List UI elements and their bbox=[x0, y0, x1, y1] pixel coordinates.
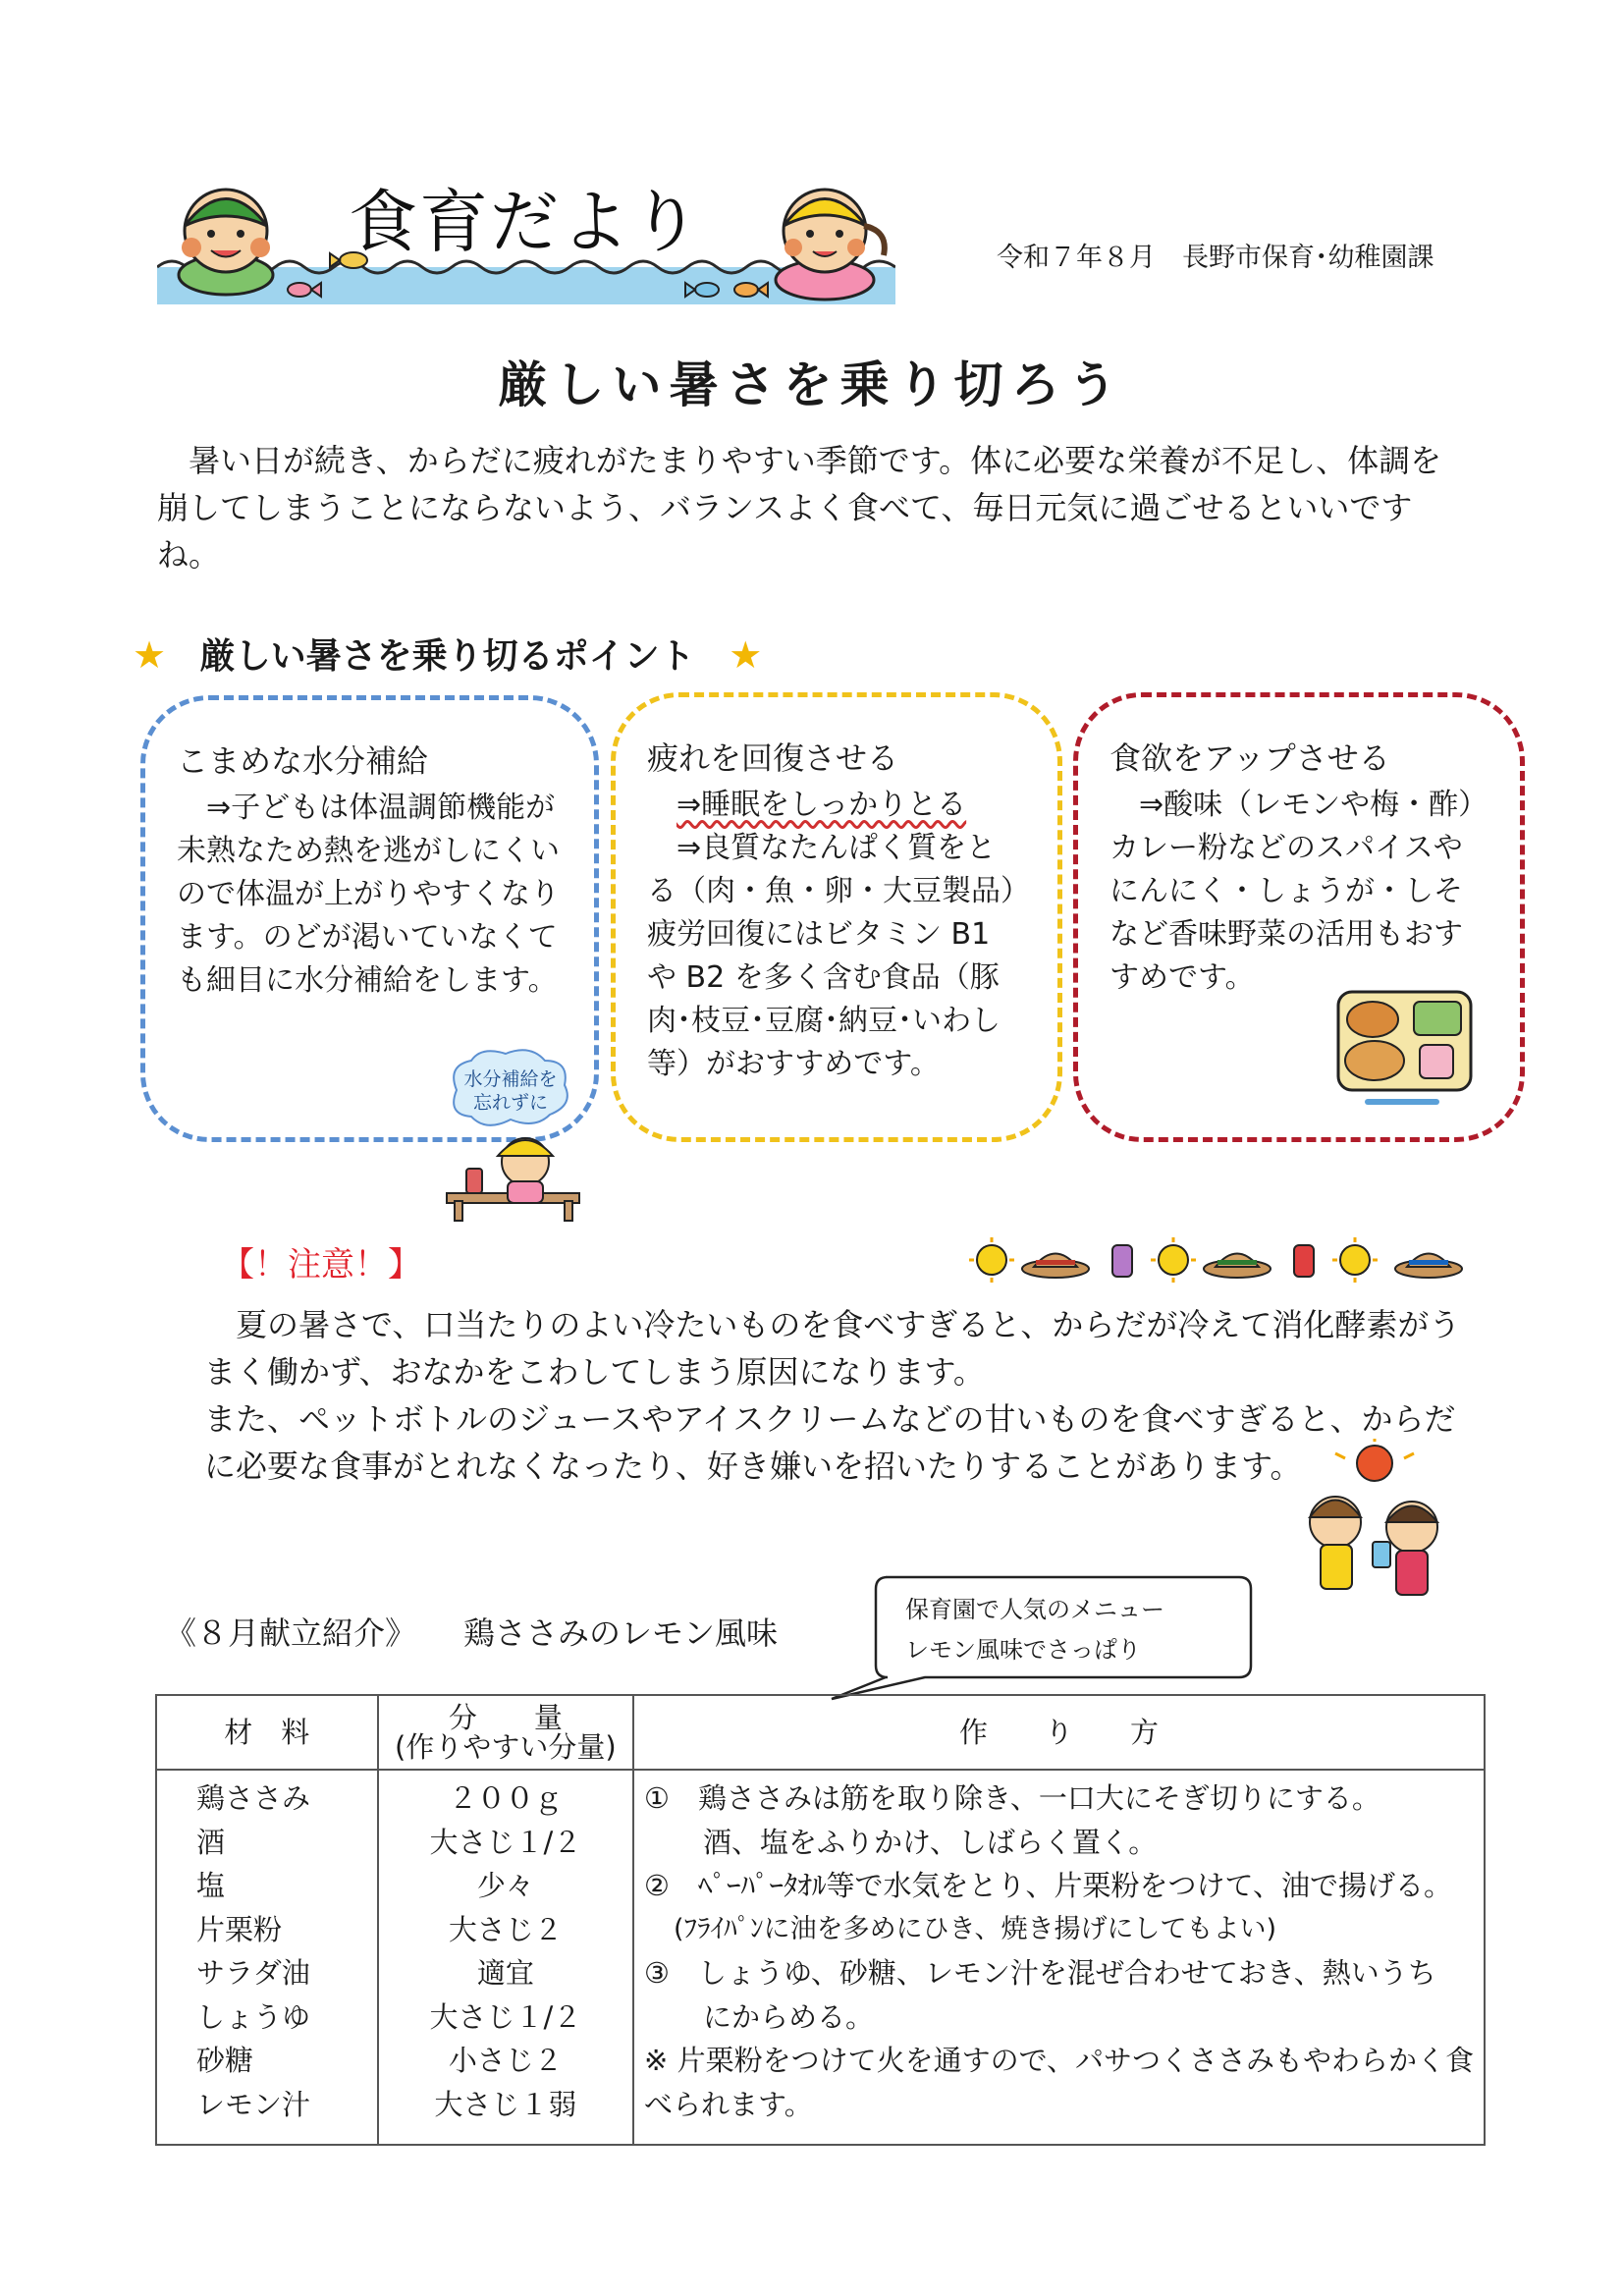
box-line: 未熟なため熱を逃がしにくい bbox=[177, 834, 560, 868]
box-line: にんにく・しょうが・しそ bbox=[1109, 874, 1463, 908]
box-text bbox=[647, 784, 1030, 1086]
ingredient-name: しょうゆ bbox=[196, 1999, 311, 2034]
star-icon: ★ bbox=[133, 633, 167, 677]
bubble-line-2: レモン風味でさっぱり bbox=[905, 1636, 1141, 1664]
box-line: すめです。 bbox=[1109, 960, 1255, 995]
box-line: ⇒良質なたんぱく質をと bbox=[676, 831, 997, 865]
sun-icon bbox=[1151, 1237, 1196, 1283]
box-title: 食欲をアップさせる bbox=[1109, 739, 1390, 777]
ingredient-name: 酒 bbox=[196, 1825, 226, 1859]
step-line: ③ しょうゆ、砂糖、レモン汁を混ぜ合わせておき、熱いうち bbox=[644, 1956, 1436, 1990]
menu-dish-name: 鶏ささみのレモン風味 bbox=[463, 1614, 779, 1652]
note-line: べられます。 bbox=[644, 2087, 813, 2121]
ingredient-names bbox=[156, 1770, 378, 2145]
ingredient-name: 片栗粉 bbox=[196, 1912, 283, 1946]
ingredient-amount: 少々 bbox=[476, 1869, 534, 1902]
menu-intro bbox=[165, 1609, 778, 1654]
step-line: にからめる。 bbox=[703, 1999, 875, 2034]
ingredient-name: 鶏ささみ bbox=[196, 1781, 311, 1815]
point-box-recovery bbox=[611, 692, 1062, 1142]
children-drinking-illustration bbox=[1286, 1439, 1468, 1606]
box-title: こまめな水分補給 bbox=[177, 742, 429, 780]
box-line: も細目に水分補給をします。 bbox=[177, 963, 558, 998]
caution-paragraph-1: 夏の暑さで、口当たりのよい冷たいものを食べすぎると、からだが冷えて消化酵素がうまく働かず、おなかをこわしてしまう原因になります。 bbox=[204, 1306, 1461, 1391]
box-line: 疲労回復にはビタミン B1 bbox=[647, 917, 991, 952]
header-amount-line-2: (作りやすい分量) bbox=[395, 1730, 617, 1764]
step-line: (ﾌﾗｲﾊﾟﾝに油を多めにひき、焼き揚げにしてもよい) bbox=[674, 1913, 1277, 1944]
banner-title: 食育だより bbox=[349, 182, 702, 262]
swimming-girl-illustration bbox=[776, 190, 885, 300]
step-line: ② ﾍﾟｰﾊﾟｰﾀｵﾙ等で水気をとり、片栗粉をつけて、油で揚げる。 bbox=[644, 1869, 1452, 1902]
ingredient-name: レモン汁 bbox=[196, 2087, 311, 2121]
ingredient-amounts bbox=[378, 1770, 633, 2145]
points-heading-text: 厳しい暑さを乗り切るポイント bbox=[199, 636, 695, 677]
ingredient-amount: ２００ｇ bbox=[448, 1781, 563, 1815]
method-steps bbox=[633, 1770, 1485, 2145]
ingredient-name: 塩 bbox=[196, 1869, 226, 1902]
ingredient-name: サラダ油 bbox=[196, 1956, 310, 1990]
points-heading bbox=[133, 629, 762, 679]
summer-icons-row bbox=[967, 1235, 1478, 1285]
box-text bbox=[177, 787, 567, 1003]
caution-paragraph-2: また、ペットボトルのジュースやアイスクリームなどの甘いものを食べすぎると、からだに必要な食事がとれなくなったり、好き嫌いを招いたりすることがあります。 bbox=[204, 1400, 1456, 1485]
main-heading: 厳しい暑さを乗り切ろう bbox=[498, 356, 1125, 413]
box-text bbox=[1109, 784, 1492, 1000]
sun-icon bbox=[969, 1237, 1014, 1283]
step-line: 酒、塩をふりかけ、しばらく置く。 bbox=[703, 1825, 1158, 1859]
swimming-boy-illustration bbox=[179, 190, 273, 295]
header-amount bbox=[378, 1695, 633, 1770]
ingredient-amount: 大さじ１/２ bbox=[429, 1825, 582, 1859]
ingredient-amount: 適宜 bbox=[476, 1956, 534, 1990]
star-icon: ★ bbox=[729, 633, 763, 677]
speech-line-1: 水分補給を bbox=[463, 1068, 558, 1090]
bubble-line-1: 保育園で人気のメニュー bbox=[905, 1596, 1164, 1623]
caution-label: 【！注意！】 bbox=[221, 1245, 421, 1285]
bottle-icon bbox=[1112, 1245, 1132, 1277]
header-materials: 材 料 bbox=[156, 1695, 378, 1770]
sun-icon bbox=[1332, 1237, 1378, 1283]
ingredient-amount: 大さじ１/２ bbox=[429, 1999, 582, 2034]
box-line: や B2 を多く含む食品（豚 bbox=[647, 960, 1000, 995]
straw-hat-icon bbox=[1395, 1254, 1462, 1279]
speech-line-2: 忘れずに bbox=[472, 1092, 549, 1114]
straw-hat-icon bbox=[1204, 1254, 1271, 1279]
header-amount-line-1: 分 量 bbox=[448, 1701, 563, 1734]
ingredient-name: 砂糖 bbox=[196, 2044, 254, 2077]
menu-label: 《８月献立紹介》 bbox=[165, 1614, 417, 1652]
sun-icon bbox=[1335, 1439, 1414, 1481]
box-line: 肉･枝豆･豆腐･納豆･いわし bbox=[647, 1004, 1001, 1038]
box-line: ⇒酸味（レモンや梅・酢） bbox=[1139, 788, 1488, 822]
box-line: ます。のどが渇いていなくて bbox=[177, 920, 558, 955]
intro-paragraph bbox=[157, 437, 1473, 578]
bottle-icon bbox=[1294, 1245, 1314, 1277]
note-line: ※ 片栗粉をつけて火を通すので、パサつくささみもやわらかく食 bbox=[644, 2044, 1474, 2077]
intro-text: 暑い日が続き、からだに疲れがたまりやすい季節です。体に必要な栄養が不足し、体調を崩してしまうことにならないよう、バランスよく食べて、毎日元気に過ごせるといいですね。 bbox=[157, 442, 1442, 574]
menu-speech-bubble bbox=[827, 1571, 1259, 1704]
ingredient-amount: 大さじ１弱 bbox=[434, 2087, 577, 2121]
table-header-row bbox=[156, 1695, 1485, 1770]
lunch-tray-illustration bbox=[1333, 982, 1481, 1120]
header-method: 作 り 方 bbox=[633, 1695, 1485, 1770]
box-line-sleep: ⇒睡眠をしっかりとる bbox=[676, 788, 967, 822]
box-line: など香味野菜の活用もおす bbox=[1109, 917, 1463, 952]
box-line: カレー粉などのスパイスや bbox=[1109, 831, 1463, 865]
box-line: ので体温が上がりやすくなり bbox=[177, 877, 560, 911]
straw-hat-icon bbox=[1022, 1254, 1089, 1279]
ingredient-amount: 大さじ２ bbox=[448, 1912, 563, 1946]
date-line: 令和７年８月 長野市保育･幼稚園課 bbox=[997, 243, 1434, 273]
recipe-table bbox=[155, 1694, 1486, 2146]
ingredient-amount: 小さじ２ bbox=[448, 2044, 563, 2077]
box-line: る（肉・魚・卵・大豆製品） bbox=[647, 874, 1030, 908]
child-drinking-illustration bbox=[437, 1046, 594, 1223]
box-line: 等）がおすすめです。 bbox=[647, 1047, 940, 1081]
table-row bbox=[156, 1770, 1485, 2145]
box-title: 疲れを回復させる bbox=[647, 739, 899, 777]
step-line: ① 鶏ささみは筋を取り除き、一口大にそぎ切りにする。 bbox=[644, 1781, 1380, 1815]
box-line: ⇒子どもは体温調節機能が bbox=[206, 791, 556, 825]
